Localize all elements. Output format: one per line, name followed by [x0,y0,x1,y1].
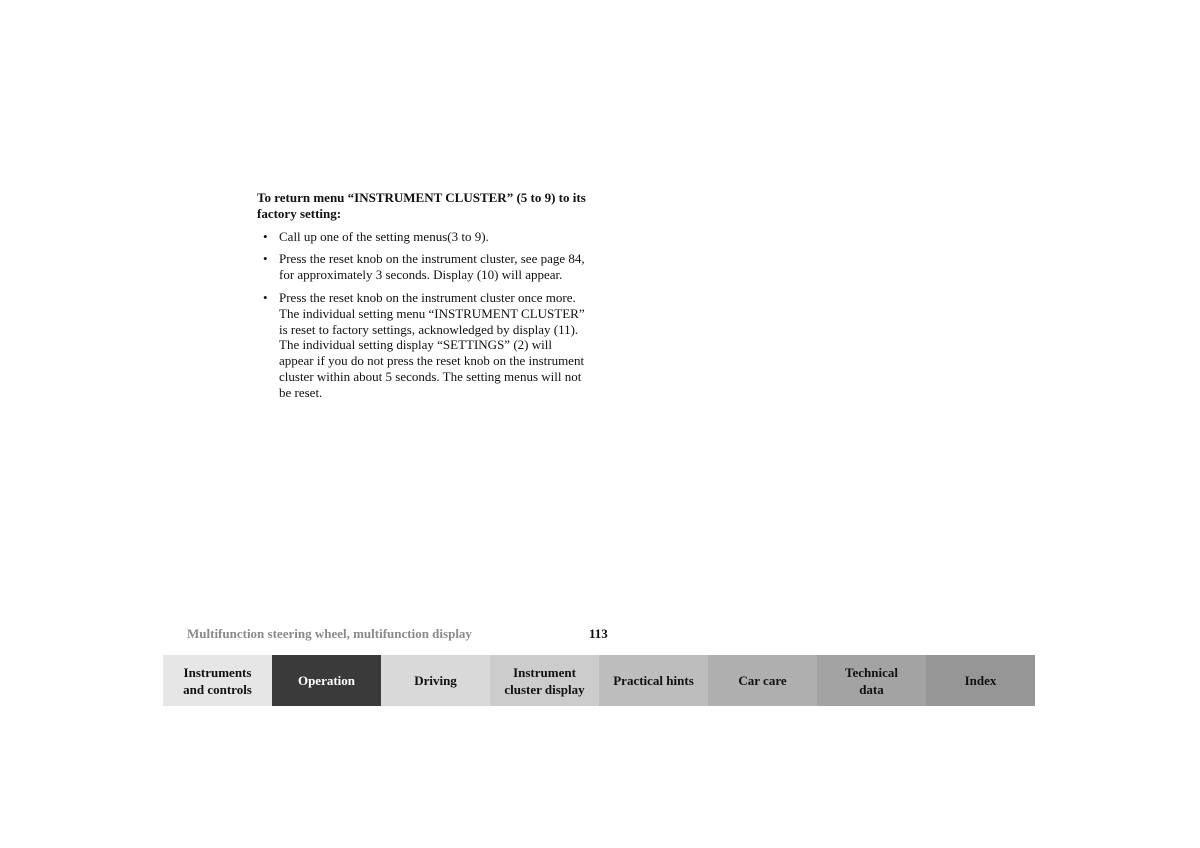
instruction-list [257,229,587,401]
tab-label: Technical data [845,664,898,697]
instruction-section [257,190,587,408]
tab-label: Operation [297,673,356,688]
list-item-text: Call up one of the setting menus(3 to 9). [279,228,489,244]
tab-operation[interactable] [272,655,381,706]
tab-driving[interactable] [381,655,490,706]
tab-label: Instrument cluster display [504,664,585,697]
list-item [257,251,587,283]
section-heading: To return menu “INSTRUMENT CLUSTER” (5 to 9) to its factory setting: [257,190,586,221]
section-tab-bar [163,655,1035,706]
tab-instruments-and-controls[interactable] [163,655,272,706]
tab-technical-data[interactable] [817,655,926,706]
bullet-icon: • [263,251,268,267]
tab-practical-hints[interactable] [599,655,708,706]
page-number: 113 [589,626,608,641]
bullet-icon: • [263,228,268,244]
tab-index[interactable] [926,655,1035,706]
tab-label: Driving [414,673,457,688]
tab-label: Practical hints [613,673,694,688]
list-item-text: Press the reset knob on the instrument cluster, see page 84, for approximately 3 seconds. Display (10) will appear. [279,251,585,283]
tab-car-care[interactable] [708,655,817,706]
list-item [257,290,587,401]
list-item [257,229,587,245]
bullet-icon: • [263,289,268,305]
tab-label: Instruments and controls [183,664,252,697]
list-item-text: Press the reset knob on the instrument cluster once more. The individual setting menu “INSTRUMENT CLUSTER” is reset to factory settings, acknowledged by display (11). [279,289,585,337]
tab-instrument-cluster-display[interactable] [490,655,599,706]
tab-label: Index [964,673,997,688]
tab-label: Car care [738,673,787,688]
footer-section-title: Multifunction steering wheel, multifunction display [187,626,472,641]
list-item-continuation: The individual setting display “SETTINGS” (2) will appear if you do not press the reset knob on the instrument cluster within about 5 seconds. The setting menus will not be reset. [279,337,585,400]
